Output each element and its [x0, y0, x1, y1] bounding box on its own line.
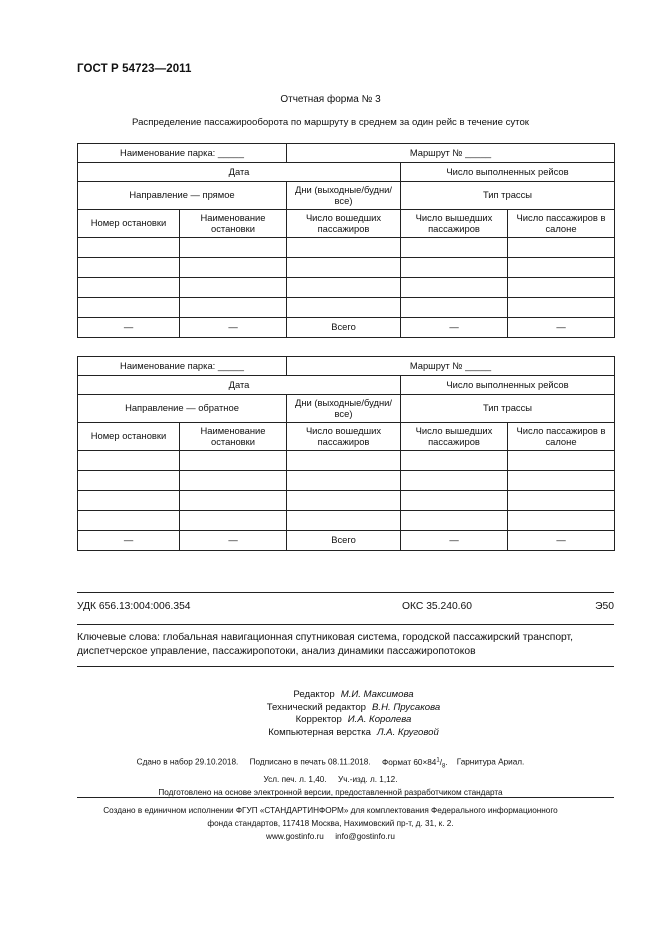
column-header: Наименование остановки: [180, 423, 287, 451]
credit-role: Редактор: [293, 689, 335, 700]
column-header: Номер остановки: [78, 210, 180, 238]
date-cell: Дата: [78, 163, 401, 182]
credit-role: Компьютерная верстка: [268, 726, 371, 738]
table-row: [78, 278, 615, 298]
credit-name: И.А. Королева: [347, 714, 412, 726]
column-header: Наименование остановки: [180, 210, 287, 238]
publisher-line: фонда стандартов, 117418 Москва, Нахимовский пр-т, д. 31, к. 2.: [207, 819, 454, 828]
table-row: [78, 471, 615, 491]
credit-line: [46, 702, 661, 715]
total-cell: —: [180, 318, 287, 338]
table-cell: [508, 258, 615, 278]
park-name-cell: Наименование парка: _____: [78, 357, 287, 376]
days-cell: Дни (выходные/будни/все): [287, 395, 401, 423]
table-cell: [401, 511, 508, 531]
total-cell: —: [180, 531, 287, 551]
report-table-backward: [77, 356, 615, 551]
table-cell: [78, 451, 180, 471]
route-number-cell: Маршрут № _____: [287, 357, 615, 376]
class-code: Э50: [595, 601, 614, 612]
credit-line: [46, 689, 661, 702]
column-header: Число вошедших пассажиров: [287, 423, 401, 451]
table-cell: [287, 298, 401, 318]
form-subtitle: Распределение пассажирооборота по маршруту в среднем за один рейс в течение суток: [132, 117, 529, 128]
total-cell: —: [508, 531, 615, 551]
table-row: [78, 298, 615, 318]
table-cell: [287, 451, 401, 471]
table-cell: [287, 471, 401, 491]
total-cell: —: [401, 318, 508, 338]
days-cell: Дни (выходные/будни/все): [287, 182, 401, 210]
column-header: Число вышедших пассажиров: [401, 423, 508, 451]
table-cell: [180, 451, 287, 471]
table-cell: [508, 511, 615, 531]
table-cell: [287, 238, 401, 258]
table-cell: [180, 258, 287, 278]
table-cell: [180, 471, 287, 491]
table-cell: [508, 451, 615, 471]
udk-code: УДК 656.13:004:006.354: [77, 601, 191, 612]
park-name-cell: Наименование парка: _____: [78, 144, 287, 163]
total-cell: —: [401, 531, 508, 551]
signed-date: Подписано в печать 08.11.2018.: [249, 757, 371, 767]
table-row: [78, 238, 615, 258]
table-cell: [78, 278, 180, 298]
credit-line: [46, 727, 661, 740]
total-cell: —: [508, 318, 615, 338]
direction-cell: Направление — прямое: [78, 182, 287, 210]
publisher-line: Создано в единичном исполнении ФГУП «СТАНДАРТИНФОРМ» для комплектования Федерального информационного: [103, 806, 558, 815]
total-row: [78, 531, 615, 551]
table-cell: [180, 491, 287, 511]
table-cell: [180, 238, 287, 258]
form-title: Отчетная форма № 3: [280, 94, 381, 105]
publisher-block: [0, 804, 661, 843]
route-type-cell: Тип трассы: [401, 182, 615, 210]
credit-role: Корректор: [295, 714, 342, 726]
total-cell: —: [78, 318, 180, 338]
credit-role: Технический редактор: [266, 701, 367, 713]
column-header: Число вошедших пассажиров: [287, 210, 401, 238]
direction-cell: Направление — обратное: [78, 395, 287, 423]
table-row: [78, 491, 615, 511]
column-header: Число пассажиров в салоне: [508, 210, 615, 238]
typeface: Гарнитура Ариал.: [456, 757, 525, 767]
imprint-line: Подготовлено на основе электронной версии, предоставленной разработчиком стандарта: [158, 788, 503, 798]
imprint-line: [0, 754, 661, 773]
total-cell: —: [78, 531, 180, 551]
print-sheets: Усл. печ. л. 1,40.: [263, 775, 327, 785]
imprint-line: [0, 773, 661, 786]
column-header: Число вышедших пассажиров: [401, 210, 508, 238]
divider: [77, 592, 614, 593]
imprint-block: [0, 754, 661, 799]
total-cell: Всего: [287, 531, 401, 551]
table-cell: [287, 278, 401, 298]
credit-name: М.И. Максимова: [340, 689, 414, 700]
column-header: Число пассажиров в салоне: [508, 423, 615, 451]
table-cell: [508, 238, 615, 258]
publisher-sheets: Уч.-изд. л. 1,12.: [338, 775, 398, 785]
table-cell: [401, 278, 508, 298]
credit-line: [46, 714, 661, 727]
website-link[interactable]: www.gostinfo.ru: [266, 832, 324, 841]
classification-row: [77, 601, 614, 615]
table-cell: [287, 511, 401, 531]
table-cell: [401, 258, 508, 278]
table-cell: [287, 258, 401, 278]
table-cell: [401, 471, 508, 491]
table-cell: [401, 238, 508, 258]
route-type-cell: Тип трассы: [401, 395, 615, 423]
table-cell: [401, 451, 508, 471]
table-cell: [78, 491, 180, 511]
table-cell: [78, 258, 180, 278]
paper-format: Формат $60\times 84^1/_8$.: [382, 757, 448, 770]
route-number-cell: Маршрут № _____: [287, 144, 615, 163]
table-row: [78, 511, 615, 531]
standard-code: ГОСТ Р 54723—2011: [77, 63, 192, 75]
keywords: Ключевые слова: глобальная навигационная спутниковая система, городской пассажирский транспорт, диспетчерское управление, пассажиропотоки, анализ динамики пассажиропотоков: [77, 632, 573, 657]
table-cell: [180, 278, 287, 298]
table-cell: [78, 238, 180, 258]
email-link[interactable]: info@gostinfo.ru: [335, 832, 395, 841]
table-row: [78, 258, 615, 278]
table-cell: [508, 278, 615, 298]
column-header: Номер остановки: [78, 423, 180, 451]
publisher-contacts: [0, 830, 661, 843]
table-cell: [180, 511, 287, 531]
divider: [77, 624, 614, 625]
trips-count-cell: Число выполненных рейсов: [401, 163, 615, 182]
table-cell: [78, 298, 180, 318]
credit-name: Л.А. Круговой: [376, 726, 439, 738]
report-table-forward: [77, 143, 615, 338]
oks-code: ОКС 35.240.60: [402, 601, 472, 612]
table-cell: [401, 491, 508, 511]
table-cell: [78, 471, 180, 491]
table-cell: [78, 511, 180, 531]
total-row: [78, 318, 615, 338]
credits-block: [0, 689, 661, 739]
trips-count-cell: Число выполненных рейсов: [401, 376, 615, 395]
divider: [77, 666, 614, 667]
table-cell: [180, 298, 287, 318]
divider: [77, 797, 614, 798]
total-cell: Всего: [287, 318, 401, 338]
table-cell: [508, 298, 615, 318]
credit-name: В.Н. Прусакова: [372, 701, 441, 713]
table-cell: [508, 491, 615, 511]
table-row: [78, 451, 615, 471]
table-cell: [401, 298, 508, 318]
date-cell: Дата: [78, 376, 401, 395]
table-cell: [287, 491, 401, 511]
table-cell: [508, 471, 615, 491]
submitted-date: Сдано в набор 29.10.2018.: [136, 757, 239, 767]
